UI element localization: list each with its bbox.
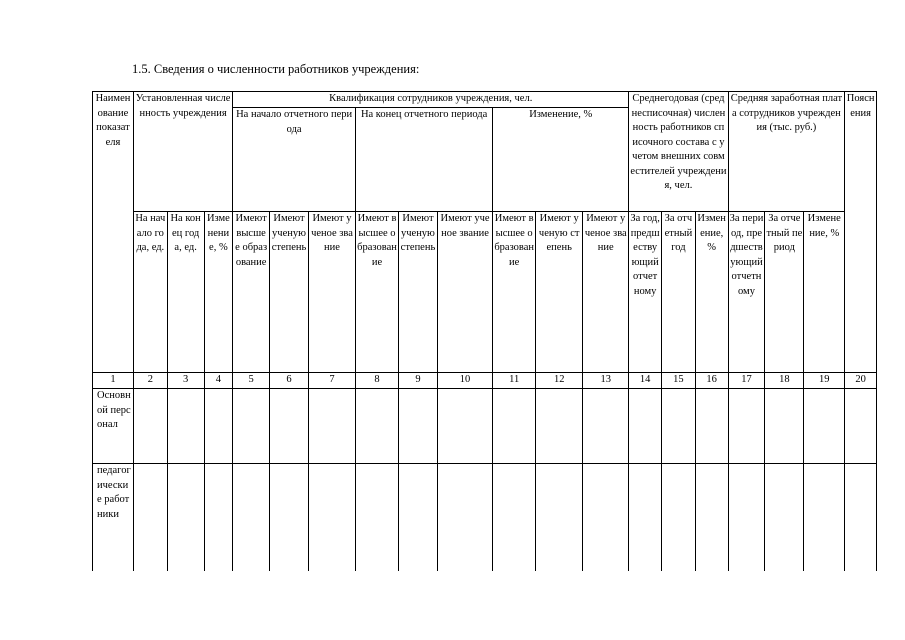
- subheader-cell: За отчетный год: [662, 212, 696, 373]
- table-cell[interactable]: [804, 389, 845, 464]
- column-number: 14: [629, 373, 662, 389]
- table-cell[interactable]: [270, 464, 309, 572]
- column-number: 1: [93, 373, 134, 389]
- table-cell[interactable]: [399, 464, 438, 572]
- header-indicator-name: Наименование показателя: [93, 92, 134, 373]
- subheader-cell: Имеют ученую степень: [270, 212, 309, 373]
- subheader-cell: На начало года, ед.: [133, 212, 167, 373]
- table-row: [93, 389, 877, 464]
- subheader-cell: Имеют ученое звание: [583, 212, 629, 373]
- column-number: 4: [204, 373, 233, 389]
- table-cell[interactable]: [662, 464, 696, 572]
- table-cell[interactable]: [437, 389, 492, 464]
- column-number: 11: [493, 373, 536, 389]
- header-change-percent: Изменение, %: [493, 108, 629, 212]
- subheader-cell: За год, предшествующий отчетному: [629, 212, 662, 373]
- row-label-teaching-staff: педагогические работники: [93, 464, 134, 572]
- table-cell[interactable]: [270, 389, 309, 464]
- column-number: 19: [804, 373, 845, 389]
- table-cell[interactable]: [308, 464, 355, 572]
- table-cell[interactable]: [662, 389, 696, 464]
- subheader-cell: За период, предшествующий отчетному: [728, 212, 765, 373]
- table-row: [93, 464, 877, 572]
- subheader-cell: Изменение, %: [695, 212, 728, 373]
- subheader-cell: Имеют ученую степень: [399, 212, 438, 373]
- column-number-row: [93, 373, 877, 389]
- table-cell[interactable]: [308, 389, 355, 464]
- table-cell[interactable]: [133, 464, 167, 572]
- table-cell[interactable]: [845, 389, 877, 464]
- row-label-main-staff: Основной персонал: [93, 389, 134, 464]
- column-number: 6: [270, 373, 309, 389]
- header-period-start: На начало отчетного периода: [233, 108, 356, 212]
- column-number: 7: [308, 373, 355, 389]
- table-cell[interactable]: [765, 389, 804, 464]
- column-number: 20: [845, 373, 877, 389]
- column-number: 10: [437, 373, 492, 389]
- table-cell[interactable]: [583, 389, 629, 464]
- subheader-cell: Имеют ученое звание: [308, 212, 355, 373]
- header-average-salary: Средняя заработная плата сотрудников учреждения (тыс. руб.): [728, 92, 845, 212]
- staff-table-wrapper: [92, 91, 877, 571]
- section-title: 1.5. Сведения о численности работников учреждения:: [132, 62, 420, 76]
- table-cell[interactable]: [583, 464, 629, 572]
- column-number: 18: [765, 373, 804, 389]
- table-cell[interactable]: [804, 464, 845, 572]
- subheader-cell: На конец года, ед.: [167, 212, 204, 373]
- table-cell[interactable]: [399, 389, 438, 464]
- subheader-cell: Имеют высшее образование: [233, 212, 270, 373]
- table-cell[interactable]: [629, 464, 662, 572]
- header-notes: Пояснения: [845, 92, 877, 373]
- column-number: 15: [662, 373, 696, 389]
- column-number: 8: [356, 373, 399, 389]
- table-cell[interactable]: [233, 389, 270, 464]
- subheader-cell: За отчетный период: [765, 212, 804, 373]
- column-number: 2: [133, 373, 167, 389]
- subheader-cell: Имеют ученую степень: [536, 212, 583, 373]
- column-number: 5: [233, 373, 270, 389]
- column-number: 17: [728, 373, 765, 389]
- table-cell[interactable]: [629, 389, 662, 464]
- table-cell[interactable]: [133, 389, 167, 464]
- table-cell[interactable]: [695, 464, 728, 572]
- table-cell[interactable]: [536, 389, 583, 464]
- subheader-cell: Изменение, %: [804, 212, 845, 373]
- table-cell[interactable]: [167, 464, 204, 572]
- table-cell[interactable]: [167, 389, 204, 464]
- column-number: 3: [167, 373, 204, 389]
- column-number: 16: [695, 373, 728, 389]
- header-period-end: На конец отчетного периода: [356, 108, 493, 212]
- table-cell[interactable]: [536, 464, 583, 572]
- table-cell[interactable]: [493, 464, 536, 572]
- table-cell[interactable]: [493, 389, 536, 464]
- header-established-count: Установленная численность учреждения: [133, 92, 232, 212]
- table-cell[interactable]: [845, 464, 877, 572]
- header-qualification: Квалификация сотрудников учреждения, чел.: [233, 92, 629, 108]
- column-number: 12: [536, 373, 583, 389]
- table-cell[interactable]: [233, 464, 270, 572]
- subheader-cell: Имеют высшее образование: [493, 212, 536, 373]
- table-cell[interactable]: [728, 464, 765, 572]
- subheader-cell: Имеют ученое звание: [437, 212, 492, 373]
- subheader-cell: Изменение, %: [204, 212, 233, 373]
- table-cell[interactable]: [728, 389, 765, 464]
- subheader-cell: Имеют высшее образование: [356, 212, 399, 373]
- table-cell[interactable]: [356, 464, 399, 572]
- table-cell[interactable]: [204, 389, 233, 464]
- staff-table: [92, 91, 877, 571]
- header-average-headcount: Среднегодовая (среднесписочная) численность работников списочного состава с учетом внешних совместителей учреждения, чел.: [629, 92, 728, 212]
- column-number: 13: [583, 373, 629, 389]
- table-cell[interactable]: [437, 464, 492, 572]
- table-cell[interactable]: [356, 389, 399, 464]
- table-cell[interactable]: [695, 389, 728, 464]
- column-number: 9: [399, 373, 438, 389]
- table-cell[interactable]: [204, 464, 233, 572]
- table-cell[interactable]: [765, 464, 804, 572]
